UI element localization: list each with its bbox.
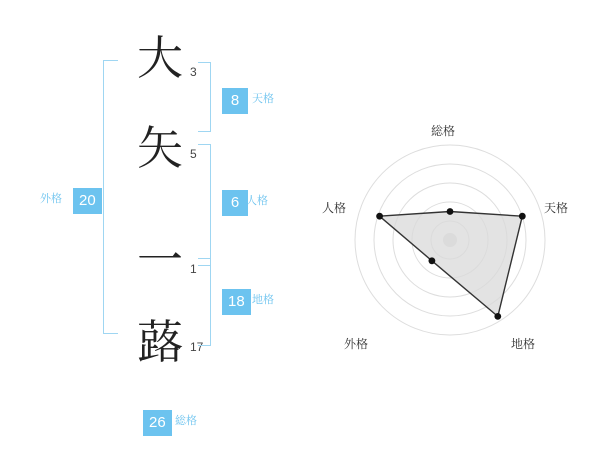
- stroke-count-3: 1: [190, 262, 197, 276]
- kanji-char-2: 矢: [137, 123, 183, 174]
- radar-axis-label-jinkaku: 人格: [322, 201, 347, 215]
- radar-axis-label-gaikaku: 外格: [344, 337, 369, 351]
- radar-axis-label-soukaku: 総格: [431, 124, 456, 138]
- tenkaku-bracket: [198, 62, 211, 132]
- radar-axis-label-tenkaku: 天格: [544, 201, 569, 215]
- chikaku-bracket: [198, 258, 211, 346]
- stroke-count-2: 5: [190, 147, 197, 161]
- soukaku-badge: 26: [143, 410, 172, 436]
- jinkaku-badge: 6: [222, 190, 248, 216]
- radar-axis-label-chikaku: 地格: [511, 337, 536, 351]
- stroke-count-1: 3: [190, 65, 197, 79]
- gaikaku-label: 外格: [40, 193, 62, 205]
- kanji-char-4: 蕗: [137, 317, 183, 368]
- stroke-count-4: 17: [190, 340, 204, 354]
- chikaku-label: 地格: [252, 294, 274, 306]
- gaikaku-bracket: [103, 60, 118, 334]
- tenkaku-badge: 8: [222, 88, 248, 114]
- soukaku-label: 総格: [175, 415, 197, 427]
- jinkaku-bracket: [198, 144, 211, 266]
- tenkaku-label: 天格: [252, 93, 274, 105]
- radar-chart-svg: [320, 120, 580, 370]
- radar-chart: [320, 120, 580, 370]
- jinkaku-label: 人格: [246, 195, 268, 207]
- kanji-char-3: 一: [137, 235, 183, 286]
- gaikaku-badge: 20: [73, 188, 102, 214]
- chikaku-badge: 18: [222, 289, 251, 315]
- kanji-char-1: 大: [137, 33, 183, 84]
